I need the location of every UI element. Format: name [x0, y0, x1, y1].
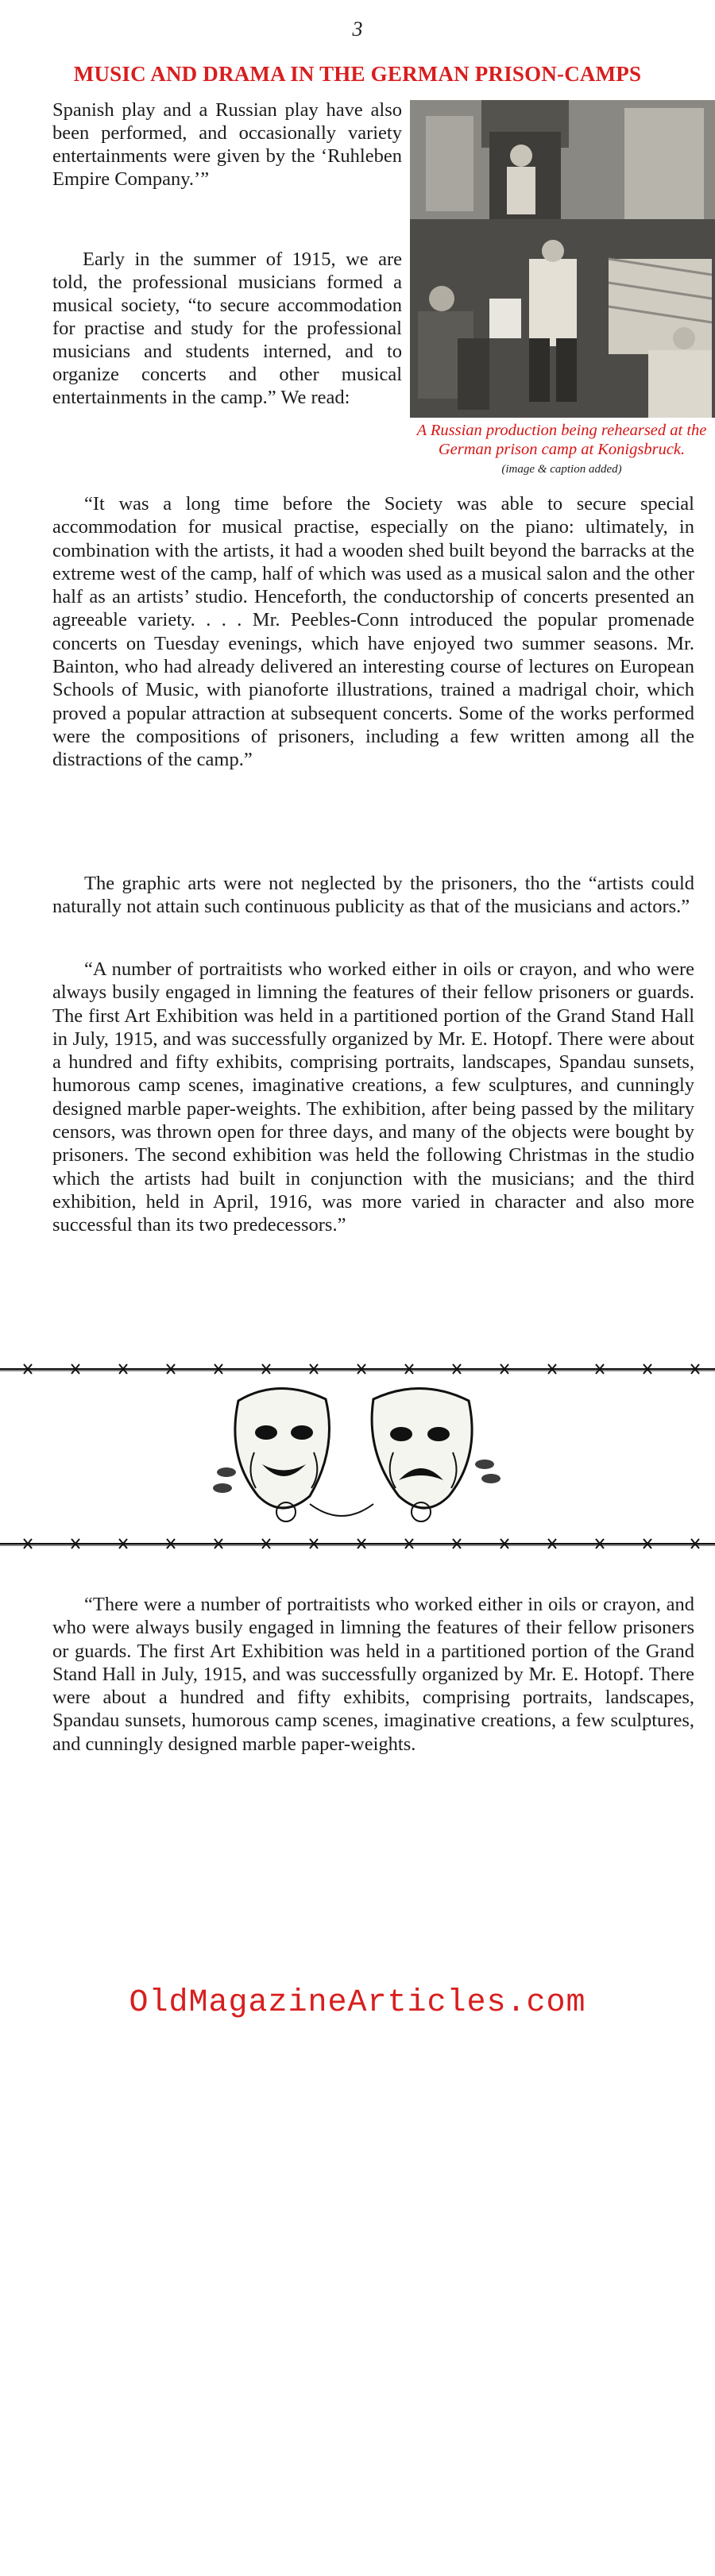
quote-paragraph-3: “There were a number of portraitists who worked either in oils or crayon, and who were always busily engaged in limning the features of their fellow prisoners or guards. The first Art Exhibition was held in a partitioned portion of the Grand Stand Hall in July, 1915, and was successfully organized by Mr. E. Hotopf. There were about a hundred and fifty exhibits, comprising portraits, landscapes, Spandau sunsets, humorous camp scenes, imaginative creations, a few sculptures, and cunningly designed marble paper-weights. [52, 1594, 694, 1755]
barbed-wire-divider-bottom [0, 1537, 715, 1550]
page-title: MUSIC AND DRAMA IN THE GERMAN PRISON-CAMPS [73, 62, 642, 86]
article-paragraph-1: Spanish play and a Russian play have also been performed, and occasionally variety entertainments were given by the ‘Ruhleben Empire Company.’” [52, 99, 402, 190]
page-number: 3 [352, 17, 363, 40]
article-paragraph-2: Early in the summer of 1915, we are told, the professional musicians formed a musical society, “to secure accommodation for practise and study for the professional musicians and students interned, and to organize concerts and other musical entertainments in the camp.” We read: [52, 249, 402, 408]
barbed-wire-divider-top [0, 1363, 715, 1375]
photo-credit: (image & caption added) [501, 463, 622, 476]
theater-masks-illustration [191, 1377, 524, 1528]
rehearsal-photo [410, 100, 715, 418]
quote-paragraph-2: “A number of portraitists who worked either in oils or crayon, and who were always busily engaged in limning the features of their fellow prisoners or guards. The first Art Exhibition was held in a partitioned portion of the Grand Stand Hall in July, 1915, and was successfully organized by Mr. E. Hotopf. There were about a hundred and fifty exhibits, comprising portraits, landscapes, Spandau sunsets, humorous camp scenes, imaginative creations, a few sculptures, and cunningly designed marble paper-weights. The exhibition, after being passed by the military censors, was thrown open for three days, and many of the objects were bought by prisoners. The second exhibition was held the following Christmas in the studio which the artists had built in conjunction with the musicians; and the third exhibition, held in April, 1916, was more varied in character and also more successful than its two predecessors.” [52, 958, 694, 1236]
footer-site-name: OldMagazineArticles.com [129, 1985, 586, 2021]
article-paragraph-3: The graphic arts were not neglected by the prisoners, tho the “artists could naturally not attain such continuous publicity as that of the musicians and actors.” [52, 873, 694, 918]
quote-paragraph-1: “It was a long time before the Society was able to secure special accommodation for musical practise, especially on the piano: ultimately, in combination with the artists, it had a wooden shed built beyond the barracks at the extreme west of the camp, half of which was used as a musical salon and the other half as an artists’ studio. Henceforth, the conductorship of concerts presented an agreeable variety. . . . Mr. Peebles-Conn introduced the popular promenade concerts on Tuesday evenings, which have enjoyed two summer seasons. Mr. Bainton, who had already delivered an interesting course of lectures on European Schools of Music, with pianoforte illustrations, trained a madrigal choir, which proved a popular attraction at subsequent concerts. Some of the works performed were the compositions of prisoners, including a few written among all the distractions of the camp.” [52, 493, 694, 771]
photo-caption: A Russian production being rehearsed at the German prison camp at Konigsbruck. [416, 422, 707, 458]
